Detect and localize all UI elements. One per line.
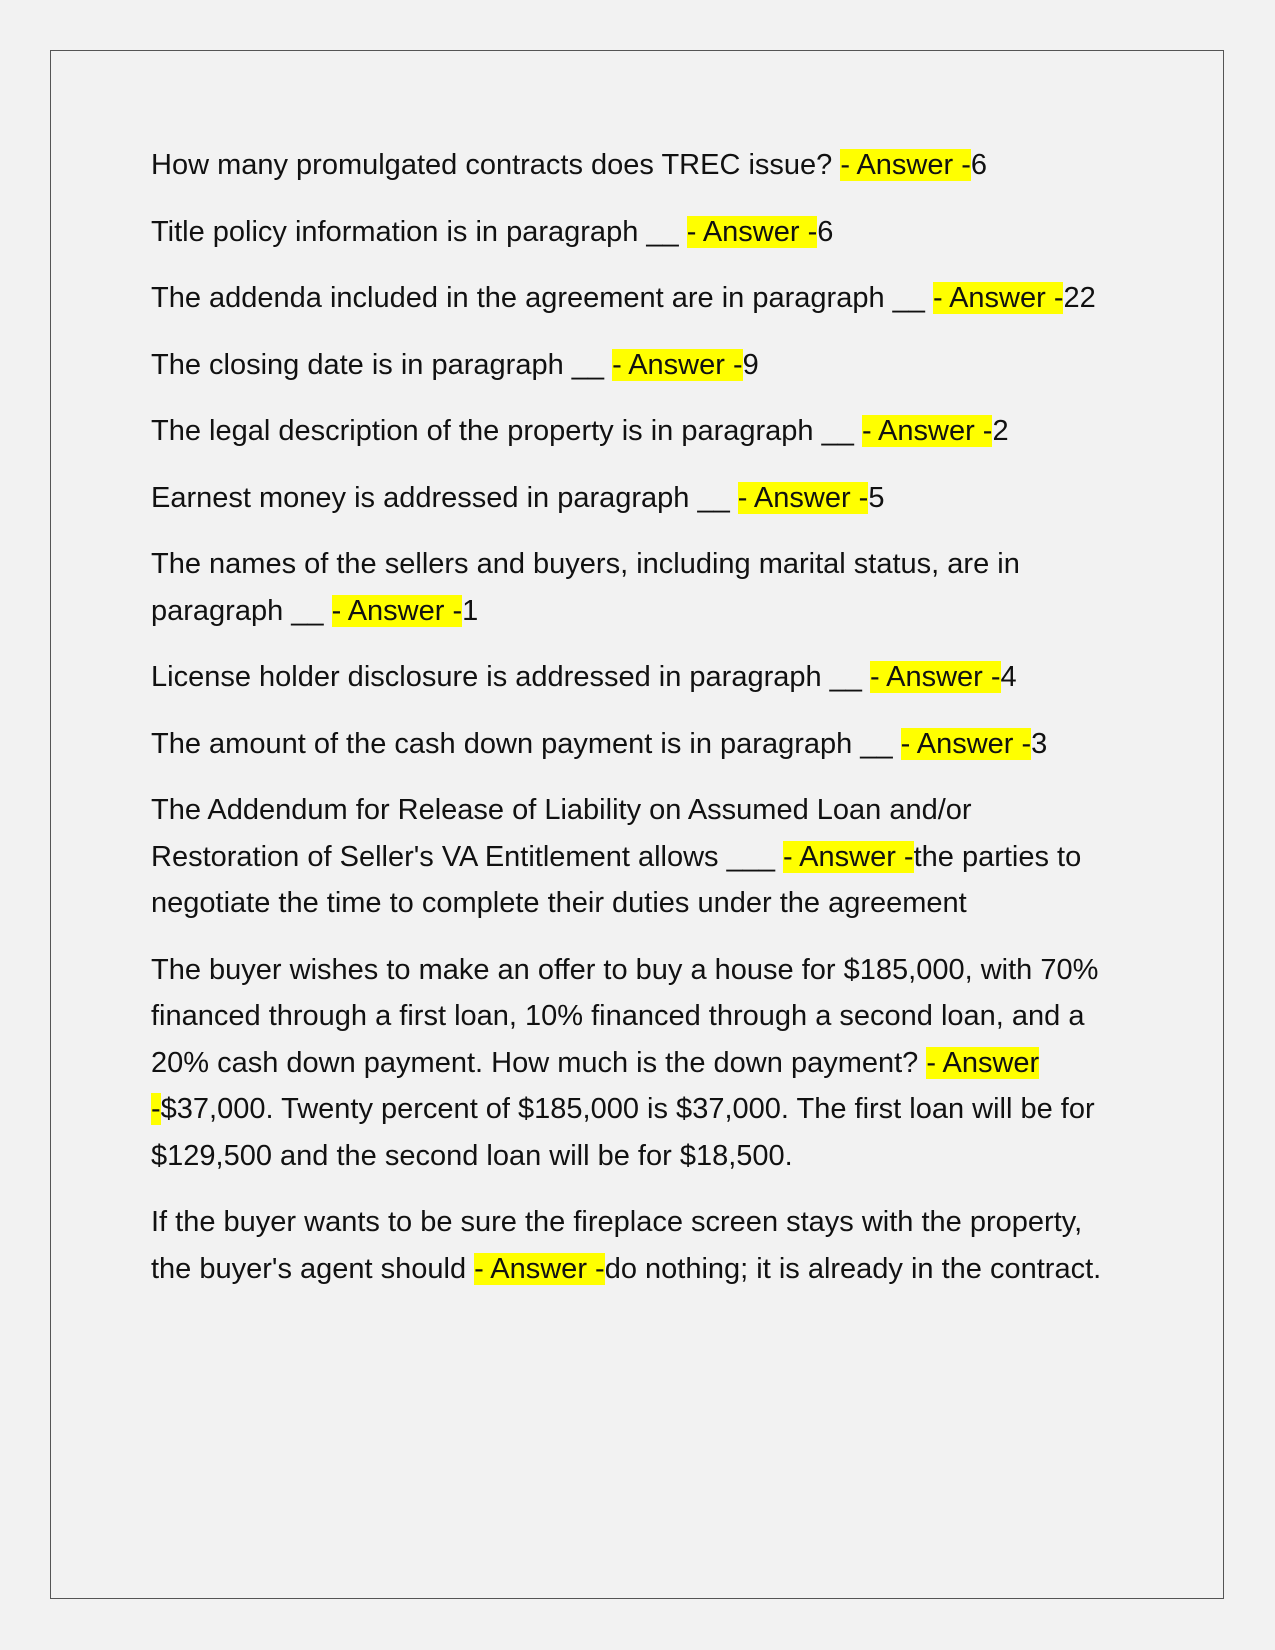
qa-item xyxy=(151,947,1126,1180)
answer-marker: - Answer - xyxy=(783,840,914,873)
qa-item xyxy=(151,142,1126,189)
qa-item xyxy=(151,1199,1126,1292)
answer-text: 4 xyxy=(1000,661,1017,693)
answer-marker: - Answer - xyxy=(331,594,463,627)
qa-item xyxy=(151,209,1126,256)
answer-text: 1 xyxy=(462,594,479,627)
answer-text: $37,000. Twenty percent of $185,000 is $37,000. The first loan will be for $129,500 and the second loan will be for $18,500. xyxy=(151,1093,1095,1172)
question-text: The names of the sellers and buyers, including marital status, are in paragraph __ xyxy=(151,548,1020,627)
answer-marker: - Answer - xyxy=(861,415,993,447)
answer-marker: - Answer - xyxy=(474,1252,605,1285)
qa-item xyxy=(151,475,1126,522)
question-text: Earnest money is addressed in paragraph __ xyxy=(151,481,738,514)
qa-item xyxy=(151,408,1126,455)
answer-text: do nothing; it is already in the contract. xyxy=(604,1252,1102,1285)
qa-item xyxy=(151,654,1126,701)
question-text: The amount of the cash down payment is in paragraph __ xyxy=(151,727,901,760)
qa-item xyxy=(151,721,1126,768)
question-text: The legal description of the property is in paragraph __ xyxy=(151,415,862,447)
answer-marker: - Answer - xyxy=(737,481,869,514)
answer-marker: - Answer - xyxy=(932,282,1064,314)
answer-marker: - Answer - xyxy=(151,1046,1040,1125)
qa-item xyxy=(151,275,1126,322)
answer-text: 3 xyxy=(1031,727,1048,760)
answer-text: 2 xyxy=(992,415,1009,447)
answer-text: 9 xyxy=(742,348,759,381)
question-text: Title policy information is in paragraph __ xyxy=(151,215,687,248)
question-text: How many promulgated contracts does TREC issue? xyxy=(151,149,841,181)
question-text: The buyer wishes to make an offer to buy a house for $185,000, with 70% financed through a first loan, 10% financed through a second loan, and a 20% cash down payment. How much is the down payment? xyxy=(151,953,1099,1079)
question-text: License holder disclosure is addressed in paragraph __ xyxy=(151,661,870,693)
answer-marker: - Answer - xyxy=(870,661,1001,693)
question-text: The closing date is in paragraph __ xyxy=(151,348,613,381)
answer-marker: - Answer - xyxy=(900,727,1032,760)
answer-text: 6 xyxy=(970,149,988,181)
question-text: The Addendum for Release of Liability on Assumed Loan and/or Restoration of Seller's VA Entitlement allows ___ xyxy=(151,794,972,873)
answer-marker: - Answer - xyxy=(612,348,743,381)
flashcard-list xyxy=(151,142,1126,1312)
answer-text: 6 xyxy=(817,215,834,248)
qa-item xyxy=(151,342,1126,389)
question-text: If the buyer wants to be sure the fireplace screen stays with the property, the buyer's agent should xyxy=(151,1206,1083,1285)
question-text: The addenda included in the agreement are in paragraph __ xyxy=(151,282,933,314)
answer-marker: - Answer - xyxy=(686,215,818,248)
answer-text: 22 xyxy=(1063,282,1096,314)
answer-marker: - Answer - xyxy=(840,149,971,181)
answer-text: 5 xyxy=(868,481,885,514)
qa-item xyxy=(151,541,1126,634)
qa-item xyxy=(151,787,1126,927)
answer-text: the parties to negotiate the time to complete their duties under the agreement xyxy=(151,840,1082,919)
